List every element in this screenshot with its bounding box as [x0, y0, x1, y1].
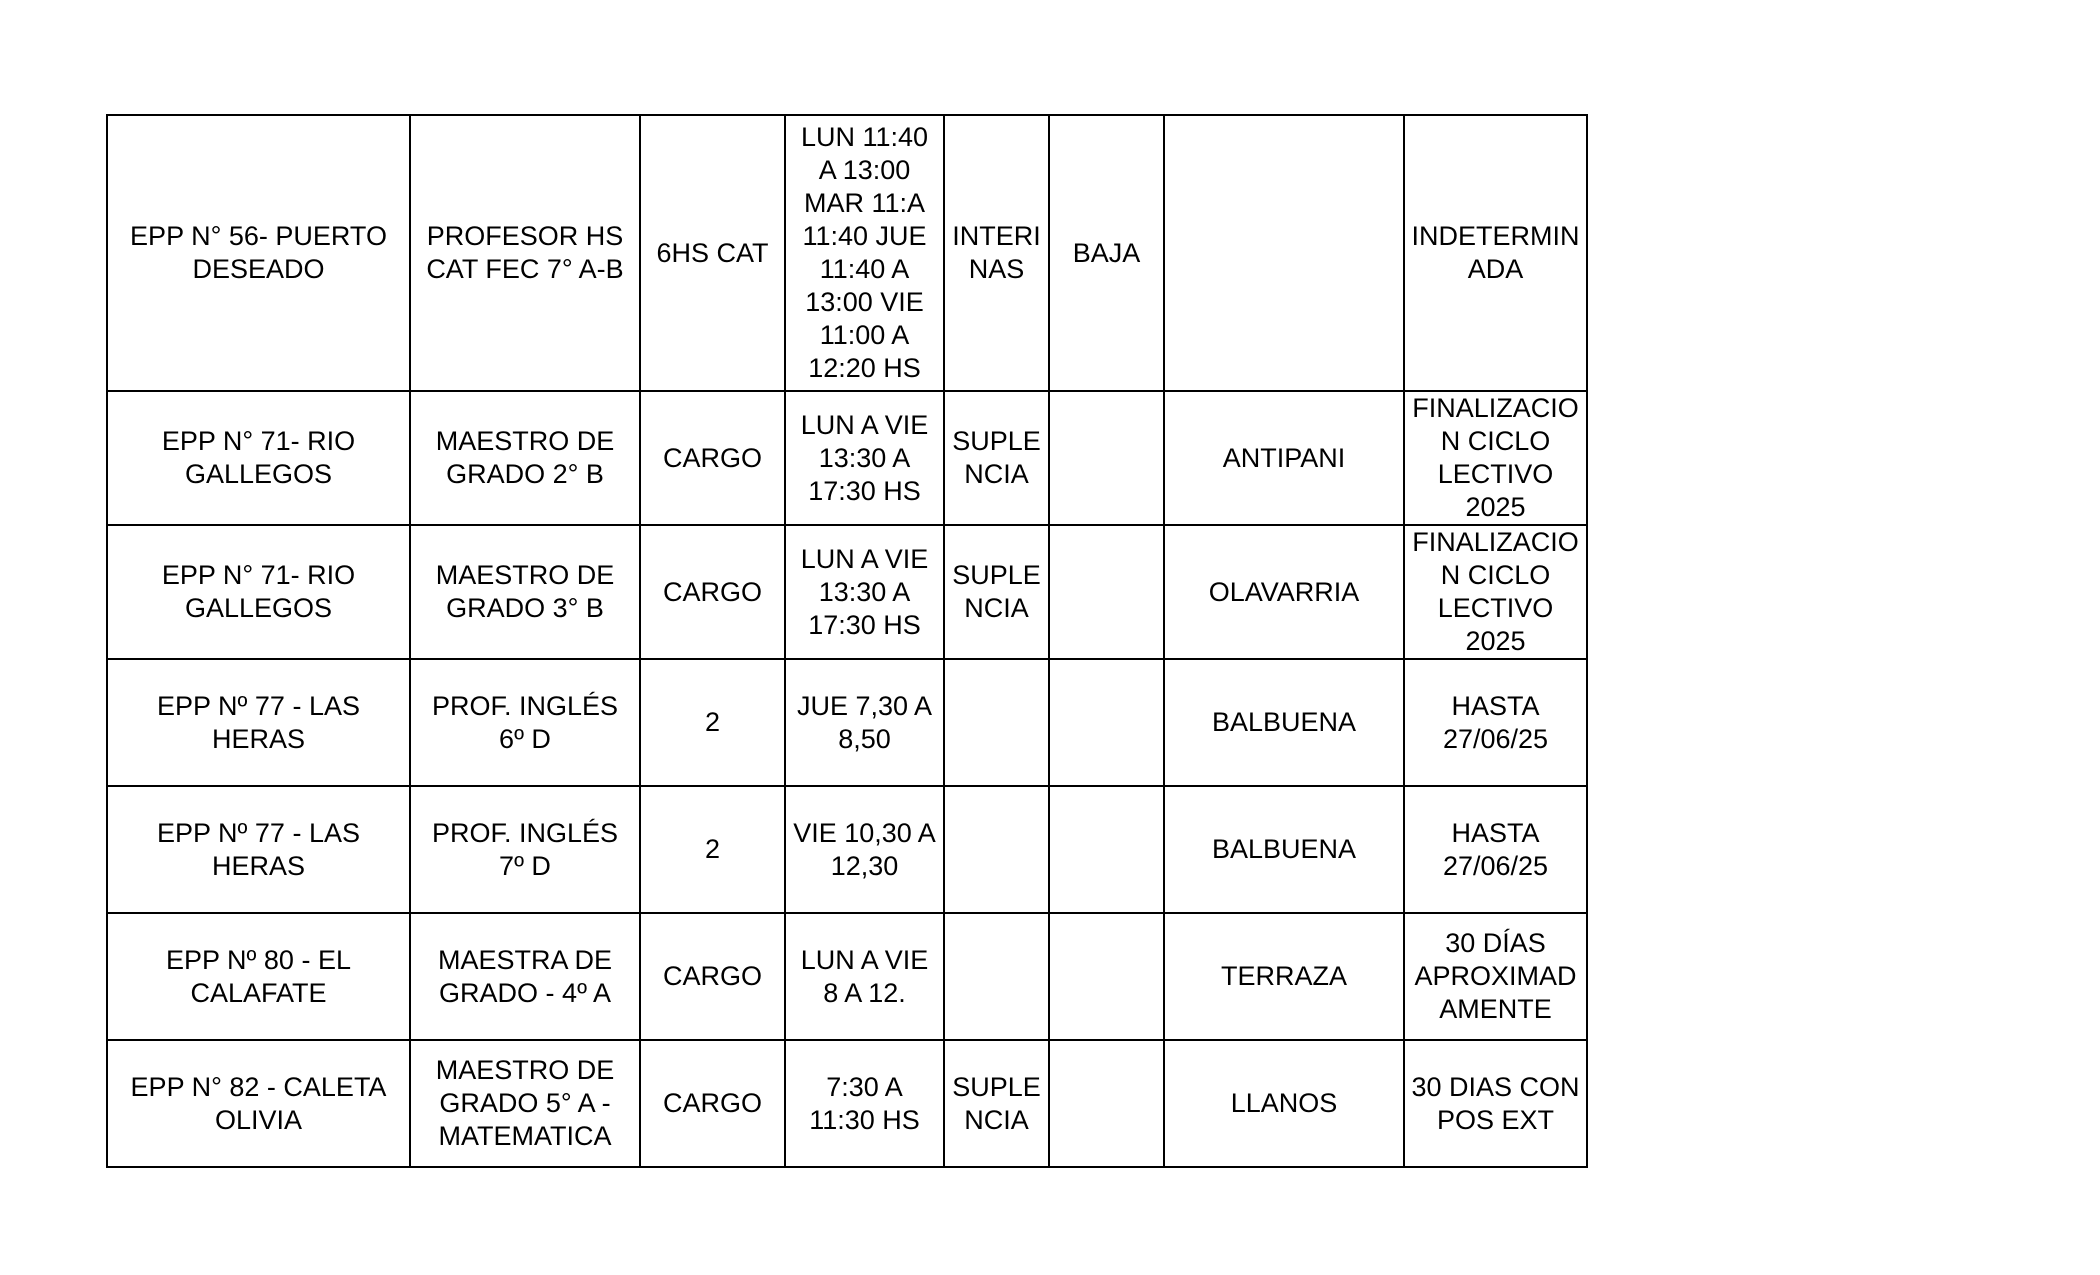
hours-cell: CARGO: [640, 1040, 785, 1167]
school-cell: EPP N° 71- RIO GALLEGOS: [107, 525, 410, 659]
table-row: [107, 391, 1587, 525]
school-cell: EPP N° 56- PUERTO DESEADO: [107, 115, 410, 391]
reason-cell: [1049, 525, 1164, 659]
replaces-cell: BALBUENA: [1164, 659, 1404, 786]
type-cell: [944, 913, 1049, 1040]
type-cell: SUPLE NCIA: [944, 1040, 1049, 1167]
table-row: [107, 115, 1587, 391]
position-cell: MAESTRO DE GRADO 3° B: [410, 525, 640, 659]
school-cell: EPP Nº 80 - EL CALAFATE: [107, 913, 410, 1040]
reason-cell: [1049, 1040, 1164, 1167]
reason-cell: [1049, 786, 1164, 913]
school-cell: EPP N° 71- RIO GALLEGOS: [107, 391, 410, 525]
duration-cell: FINALIZACIO N CICLO LECTIVO 2025: [1404, 525, 1587, 659]
type-cell: [944, 786, 1049, 913]
table-row: [107, 913, 1587, 1040]
hours-cell: CARGO: [640, 391, 785, 525]
hours-cell: 6HS CAT: [640, 115, 785, 391]
hours-cell: 2: [640, 786, 785, 913]
duration-cell: 30 DÍAS APROXIMAD AMENTE: [1404, 913, 1587, 1040]
table-row: [107, 786, 1587, 913]
vacancies-table: [106, 114, 1588, 1168]
schedule-cell: VIE 10,30 A 12,30: [785, 786, 944, 913]
school-cell: EPP N° 82 - CALETA OLIVIA: [107, 1040, 410, 1167]
schedule-cell: 7:30 A 11:30 HS: [785, 1040, 944, 1167]
type-cell: SUPLE NCIA: [944, 525, 1049, 659]
table-row: [107, 525, 1587, 659]
type-cell: [944, 659, 1049, 786]
duration-cell: HASTA 27/06/25: [1404, 659, 1587, 786]
duration-cell: HASTA 27/06/25: [1404, 786, 1587, 913]
duration-cell: 30 DIAS CON POS EXT: [1404, 1040, 1587, 1167]
duration-cell: INDETERMIN ADA: [1404, 115, 1587, 391]
reason-cell: [1049, 391, 1164, 525]
type-cell: INTERI NAS: [944, 115, 1049, 391]
table-row: [107, 659, 1587, 786]
school-cell: EPP Nº 77 - LAS HERAS: [107, 786, 410, 913]
replaces-cell: [1164, 115, 1404, 391]
replaces-cell: TERRAZA: [1164, 913, 1404, 1040]
hours-cell: CARGO: [640, 913, 785, 1040]
type-cell: SUPLE NCIA: [944, 391, 1049, 525]
hours-cell: CARGO: [640, 525, 785, 659]
replaces-cell: ANTIPANI: [1164, 391, 1404, 525]
replaces-cell: OLAVARRIA: [1164, 525, 1404, 659]
schedule-cell: LUN A VIE 13:30 A 17:30 HS: [785, 525, 944, 659]
hours-cell: 2: [640, 659, 785, 786]
position-cell: PROFESOR HS CAT FEC 7° A-B: [410, 115, 640, 391]
replaces-cell: BALBUENA: [1164, 786, 1404, 913]
position-cell: MAESTRA DE GRADO - 4º A: [410, 913, 640, 1040]
position-cell: PROF. INGLÉS 7º D: [410, 786, 640, 913]
schedule-cell: JUE 7,30 A 8,50: [785, 659, 944, 786]
schedule-cell: LUN A VIE 8 A 12.: [785, 913, 944, 1040]
duration-cell: FINALIZACIO N CICLO LECTIVO 2025: [1404, 391, 1587, 525]
position-cell: PROF. INGLÉS 6º D: [410, 659, 640, 786]
position-cell: MAESTRO DE GRADO 2° B: [410, 391, 640, 525]
table-row: [107, 1040, 1587, 1167]
reason-cell: [1049, 913, 1164, 1040]
school-cell: EPP Nº 77 - LAS HERAS: [107, 659, 410, 786]
position-cell: MAESTRO DE GRADO 5° A - MATEMATICA: [410, 1040, 640, 1167]
reason-cell: BAJA: [1049, 115, 1164, 391]
schedule-cell: LUN A VIE 13:30 A 17:30 HS: [785, 391, 944, 525]
schedule-cell: LUN 11:40 A 13:00 MAR 11:A 11:40 JUE 11:40 A 13:00 VIE 11:00 A 12:20 HS: [785, 115, 944, 391]
replaces-cell: LLANOS: [1164, 1040, 1404, 1167]
reason-cell: [1049, 659, 1164, 786]
